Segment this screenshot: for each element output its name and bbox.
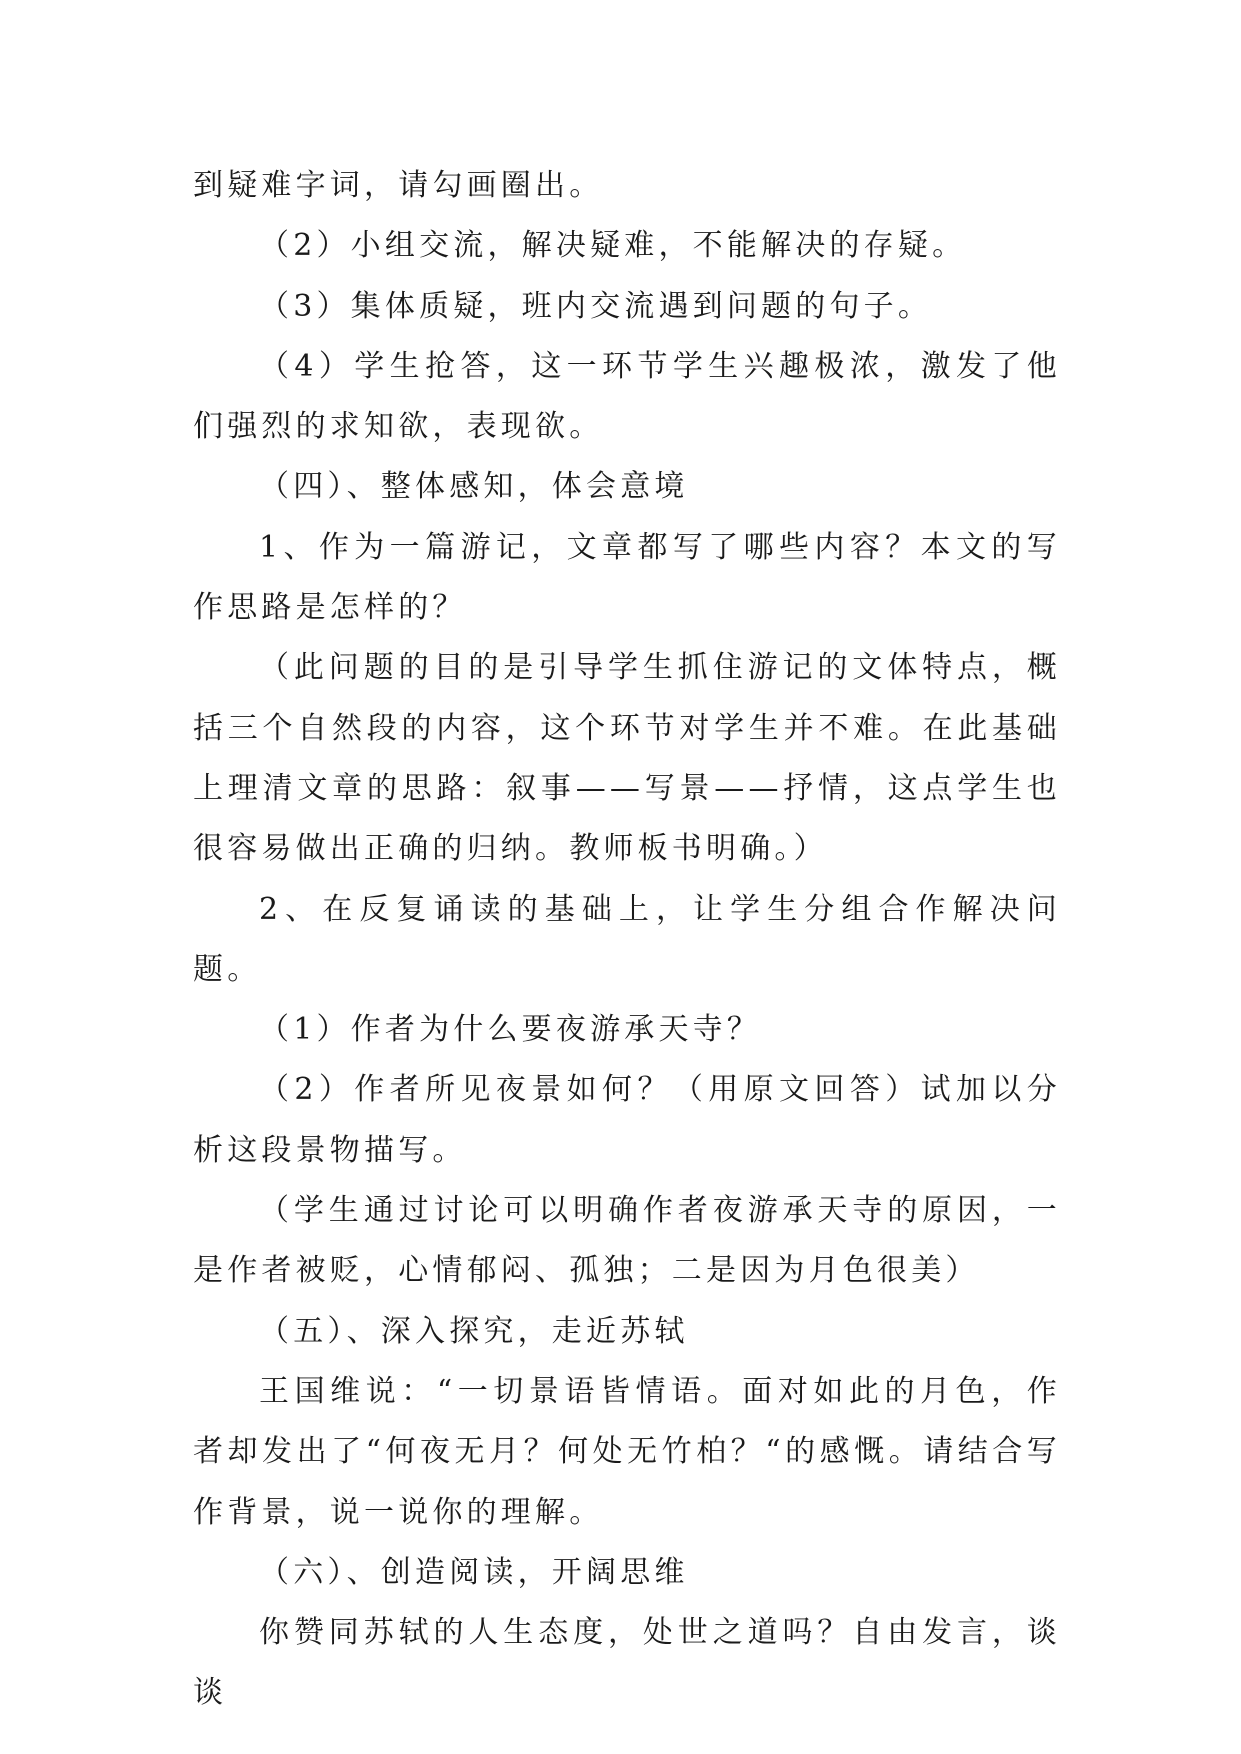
paragraph-2: （2）小组交流，解决疑难，不能解决的存疑。 [259, 228, 967, 264]
section-heading-6: （六）、创造阅读，开阔思维 [259, 1554, 689, 1590]
section-heading-4: （四）、整体感知，体会意境 [259, 469, 689, 505]
paragraph-7: （此问题的目的是引导学生抓住游记的文体特点，概括三个自然段的内容，这个环节对学生并不难。在此基础上理清文章的思路：叙事——写景——抒情，这点学生也很容易做出正确的归纳。教师板书明确。） [193, 650, 1061, 867]
document-body [193, 156, 1061, 1724]
paragraph-3: （3）集体质疑，班内交流遇到问题的句子。 [259, 288, 933, 324]
section-heading-5: （五）、深入探究，走近苏轼 [259, 1313, 689, 1349]
paragraph-4: （4）学生抢答，这一环节学生兴趣极浓，激发了他们强烈的求知欲，表现欲。 [193, 348, 1061, 445]
paragraph-1: 到疑难字词，请勾画圈出。 [193, 168, 604, 203]
paragraph-11: （学生通过讨论可以明确作者夜游承天寺的原因，一是作者被贬，心情郁闷、孤独；二是因为月色很美） [193, 1193, 1061, 1289]
paragraph-6: 1、作为一篇游记，文章都写了哪些内容？本文的写作思路是怎样的？ [193, 529, 1061, 626]
paragraph-8: 2、在反复诵读的基础上，让学生分组合作解决问题。 [193, 891, 1061, 987]
paragraph-10: （2）作者所见夜景如何？（用原文回答）试加以分析这段景物描写。 [193, 1072, 1061, 1168]
paragraph-13: 王国维说：“一切景语皆情语。面对如此的月色，作者却发出了“何夜无月？何处无竹柏？“的感慨。请结合写作背景，说一说你的理解。 [193, 1373, 1061, 1530]
paragraph-15: 你赞同苏轼的人生态度，处世之道吗？自由发言，谈谈 [193, 1615, 1061, 1711]
paragraph-9: （1）作者为什么要夜游承天寺？ [259, 1012, 762, 1048]
